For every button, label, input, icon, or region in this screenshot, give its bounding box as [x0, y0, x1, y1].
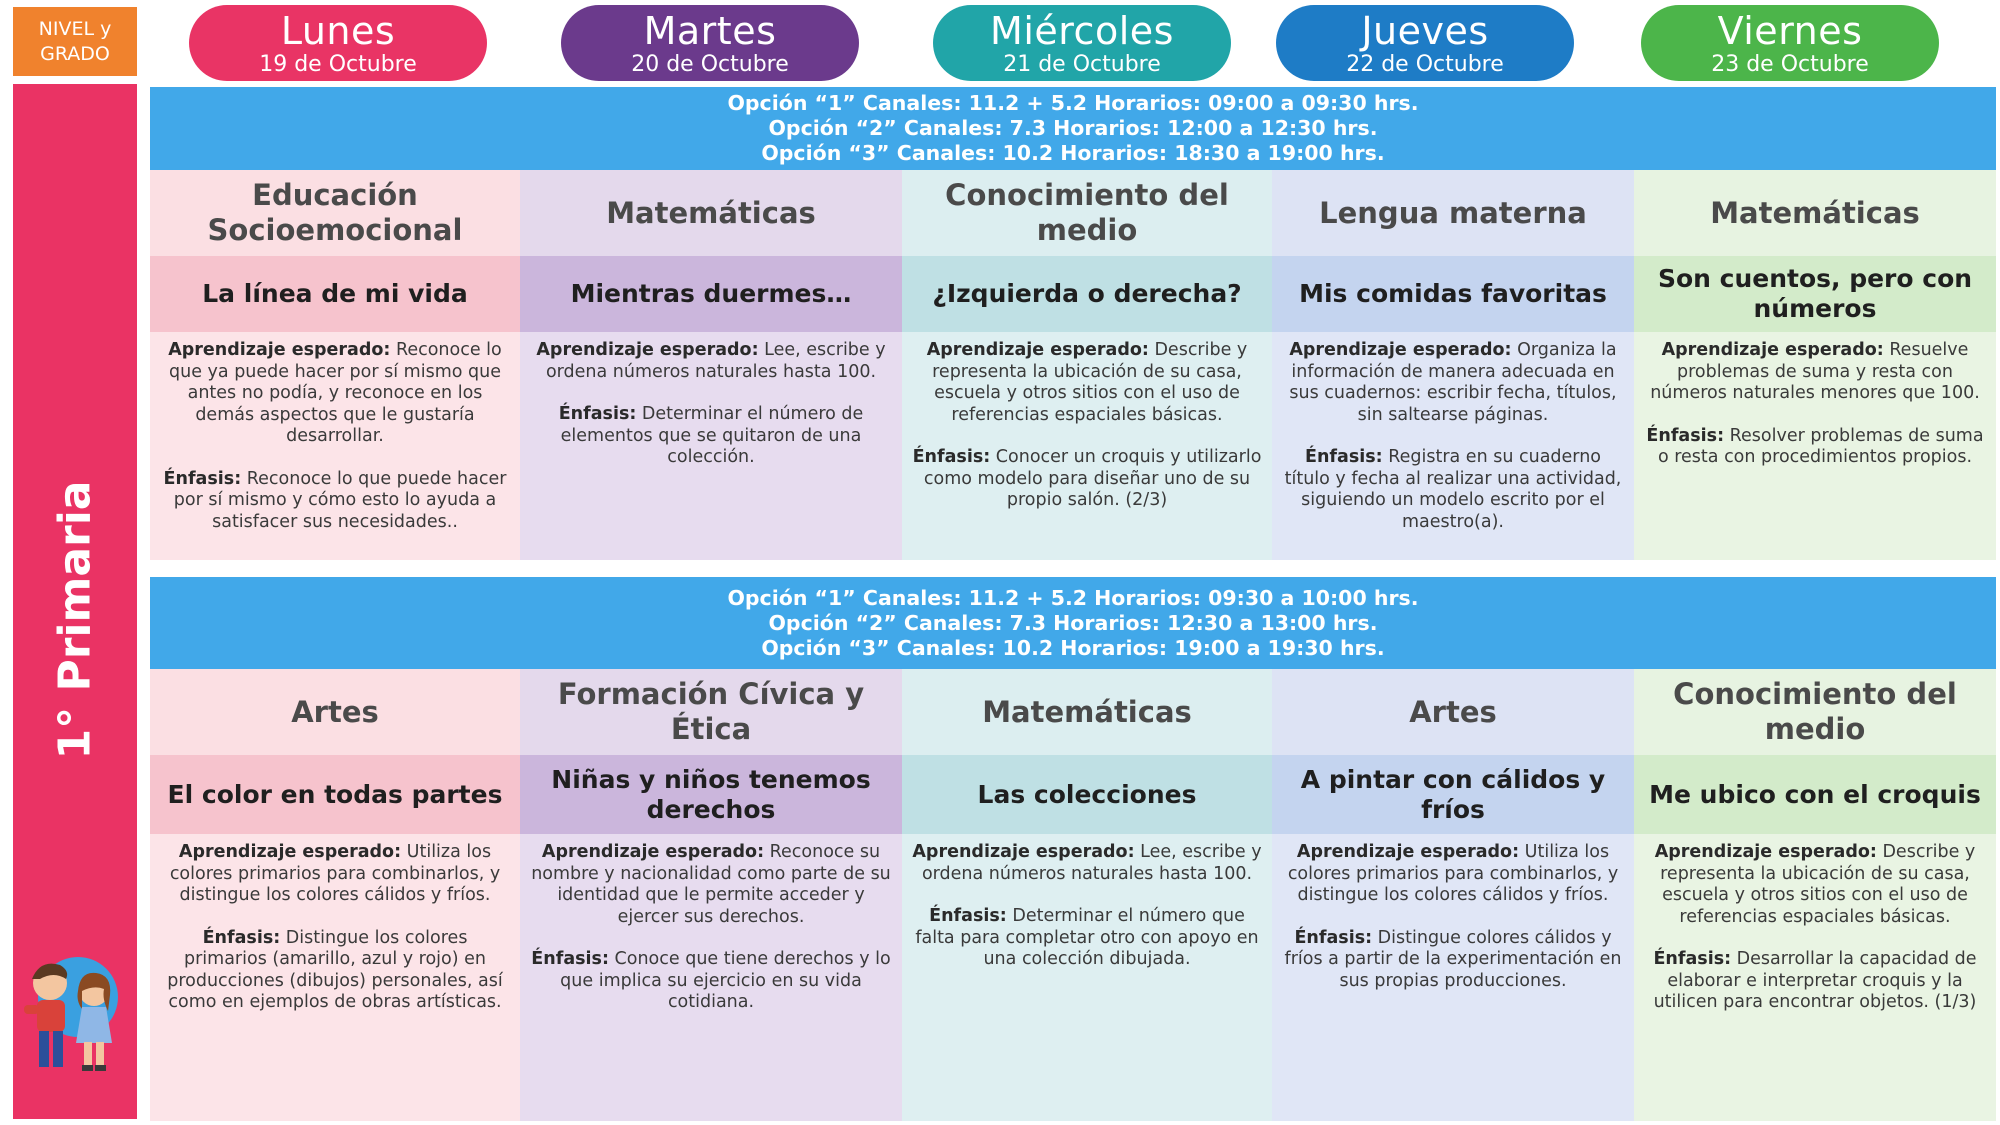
option-line: Opción “3” Canales: 10.2 Horarios: 19:00 a 19:30 hrs. [761, 635, 1385, 660]
subject-cell: Artes [150, 669, 520, 755]
description-cell [150, 834, 520, 1121]
option-line: Opción “3” Canales: 10.2 Horarios: 18:30 a 19:00 hrs. [761, 141, 1385, 165]
topic-cell: Las colecciones [902, 755, 1272, 834]
emphasis: Énfasis: Desarrollar la capacidad de elaborar e interpretar croquis y la utilicen para encontrar objetos. (1/3) [1653, 949, 1977, 1012]
day-name: Martes [643, 9, 777, 53]
topic-cell: Mientras duermes… [520, 256, 902, 332]
expected-learning: Aprendizaje esperado: Utiliza los colores primarios para combinarlos, y distingue los colores cálidos y fríos. [1287, 842, 1619, 905]
expected-learning: Aprendizaje esperado: Describe y representa la ubicación de su casa, escuela y otros sitios con el uso de referencias espaciales básicas. [926, 340, 1248, 425]
expected-learning: Aprendizaje esperado: Organiza la información de manera adecuada en sus cuadernos: escribir fecha, títulos, sin saltearse páginas. [1289, 340, 1617, 425]
expected-learning: Aprendizaje esperado: Reconoce su nombre y nacionalidad como parte de su identidad que le permite acceder y ejercer sus derechos. [531, 842, 891, 927]
description-cell [1272, 332, 1634, 560]
topic-cell: La línea de mi vida [150, 256, 520, 332]
day-date: 20 de Octubre [631, 52, 789, 77]
emphasis: Énfasis: Determinar el número de elementos que se quitaron de una colección. [558, 404, 864, 467]
description-cell [520, 332, 902, 560]
description-cell [150, 332, 520, 560]
schedule-options-banner-2 [150, 577, 1996, 669]
day-name: Viernes [1717, 9, 1863, 53]
description-cell [520, 834, 902, 1121]
emphasis: Énfasis: Registra en su cuaderno título y fecha al realizar una actividad, siguiendo un modelo escrito por el maestro(a). [1284, 447, 1622, 532]
topic-cell: A pintar con cálidos y fríos [1272, 755, 1634, 834]
topic-cell: Niñas y niños tenemos derechos [520, 755, 902, 834]
emphasis: Énfasis: Determinar el número que falta para completar otro con apoyo en una colección dibujada. [915, 906, 1259, 969]
topic-cell: Mis comidas favoritas [1272, 256, 1634, 332]
subject-cell: Lengua materna [1272, 170, 1634, 256]
option-line: Opción “1” Canales: 11.2 + 5.2 Horarios: 09:00 a 09:30 hrs. [727, 91, 1419, 115]
option-line: Opción “2” Canales: 7.3 Horarios: 12:00 a 12:30 hrs. [768, 116, 1378, 140]
day-name: Lunes [280, 9, 396, 53]
emphasis: Énfasis: Conoce que tiene derechos y lo que implica su ejercicio en su vida cotidiana. [531, 949, 891, 1012]
description-cell [1634, 332, 1996, 560]
day-header-viernes [1641, 5, 1939, 81]
day-date: 21 de Octubre [1003, 52, 1161, 77]
description-cell [902, 332, 1272, 560]
option-line: Opción “2” Canales: 7.3 Horarios: 12:30 a 13:00 hrs. [768, 610, 1378, 635]
children-illustration [10, 945, 136, 1075]
expected-learning: Aprendizaje esperado: Lee, escribe y ordena números naturales hasta 100. [912, 842, 1262, 884]
day-name: Miércoles [990, 9, 1174, 53]
day-name: Jueves [1361, 9, 1489, 53]
grade-label: 1° Primaria [49, 480, 101, 760]
expected-learning: Aprendizaje esperado: Describe y representa la ubicación de su casa, escuela y otros sitios con el uso de referencias espaciales básicas. [1654, 842, 1976, 927]
emphasis: Énfasis: Conocer un croquis y utilizarlo como modelo para diseñar uno de su propio salón. (2/3) [912, 447, 1262, 510]
subject-cell: Conocimiento del medio [902, 170, 1272, 256]
day-header-miercoles [933, 5, 1231, 81]
badge-line-1: NIVEL y [38, 17, 112, 40]
expected-learning: Aprendizaje esperado: Resuelve problemas de suma y resta con números naturales menores que 100. [1650, 340, 1980, 403]
subject-cell: Matemáticas [902, 669, 1272, 755]
emphasis: Énfasis: Distingue los colores primarios (amarillo, azul y rojo) en producciones (dibujos) personales, así como en ejemplos de obras artísticas. [167, 927, 503, 1012]
description-cell [902, 834, 1272, 1121]
subject-cell: Educación Socioemocional [150, 170, 520, 256]
expected-learning: Aprendizaje esperado: Lee, escribe y ordena números naturales hasta 100. [536, 340, 886, 382]
topic-cell: Me ubico con el croquis [1634, 755, 1996, 834]
description-cell [1272, 834, 1634, 1121]
expected-learning: Aprendizaje esperado: Reconoce lo que ya puede hacer por sí mismo que antes no podía, y reconoce en los demás aspectos que le gustaría desarrollar. [168, 340, 502, 446]
option-line: Opción “1” Canales: 11.2 + 5.2 Horarios: 09:30 a 10:00 hrs. [727, 585, 1419, 610]
subject-cell: Formación Cívica y Ética [520, 669, 902, 755]
emphasis: Énfasis: Distingue colores cálidos y fríos a partir de la experimentación en sus propias producciones. [1284, 927, 1622, 991]
expected-learning: Aprendizaje esperado: Utiliza los colores primarios para combinarlos, y distingue los colores cálidos y fríos. [169, 842, 501, 905]
topic-cell: Son cuentos, pero con números [1634, 256, 1996, 332]
topic-cell: ¿Izquierda o derecha? [902, 256, 1272, 332]
day-header-jueves [1276, 5, 1574, 81]
grade-level-badge [13, 7, 137, 76]
day-date: 19 de Octubre [259, 52, 417, 77]
description-cell [1634, 834, 1996, 1121]
subject-cell: Conocimiento del medio [1634, 669, 1996, 755]
emphasis: Énfasis: Reconoce lo que puede hacer por sí mismo y cómo esto lo ayuda a satisfacer sus necesidades.. [163, 468, 507, 532]
emphasis: Énfasis: Resolver problemas de suma o resta con procedimientos propios. [1646, 425, 1984, 467]
day-header-martes [561, 5, 859, 81]
badge-line-2: GRADO [40, 42, 110, 65]
day-header-lunes [189, 5, 487, 81]
topic-cell: El color en todas partes [150, 755, 520, 834]
subject-cell: Matemáticas [1634, 170, 1996, 256]
schedule-options-banner-1 [150, 87, 1996, 170]
subject-cell: Matemáticas [520, 170, 902, 256]
day-date: 23 de Octubre [1711, 52, 1869, 77]
day-date: 22 de Octubre [1346, 52, 1504, 77]
subject-cell: Artes [1272, 669, 1634, 755]
